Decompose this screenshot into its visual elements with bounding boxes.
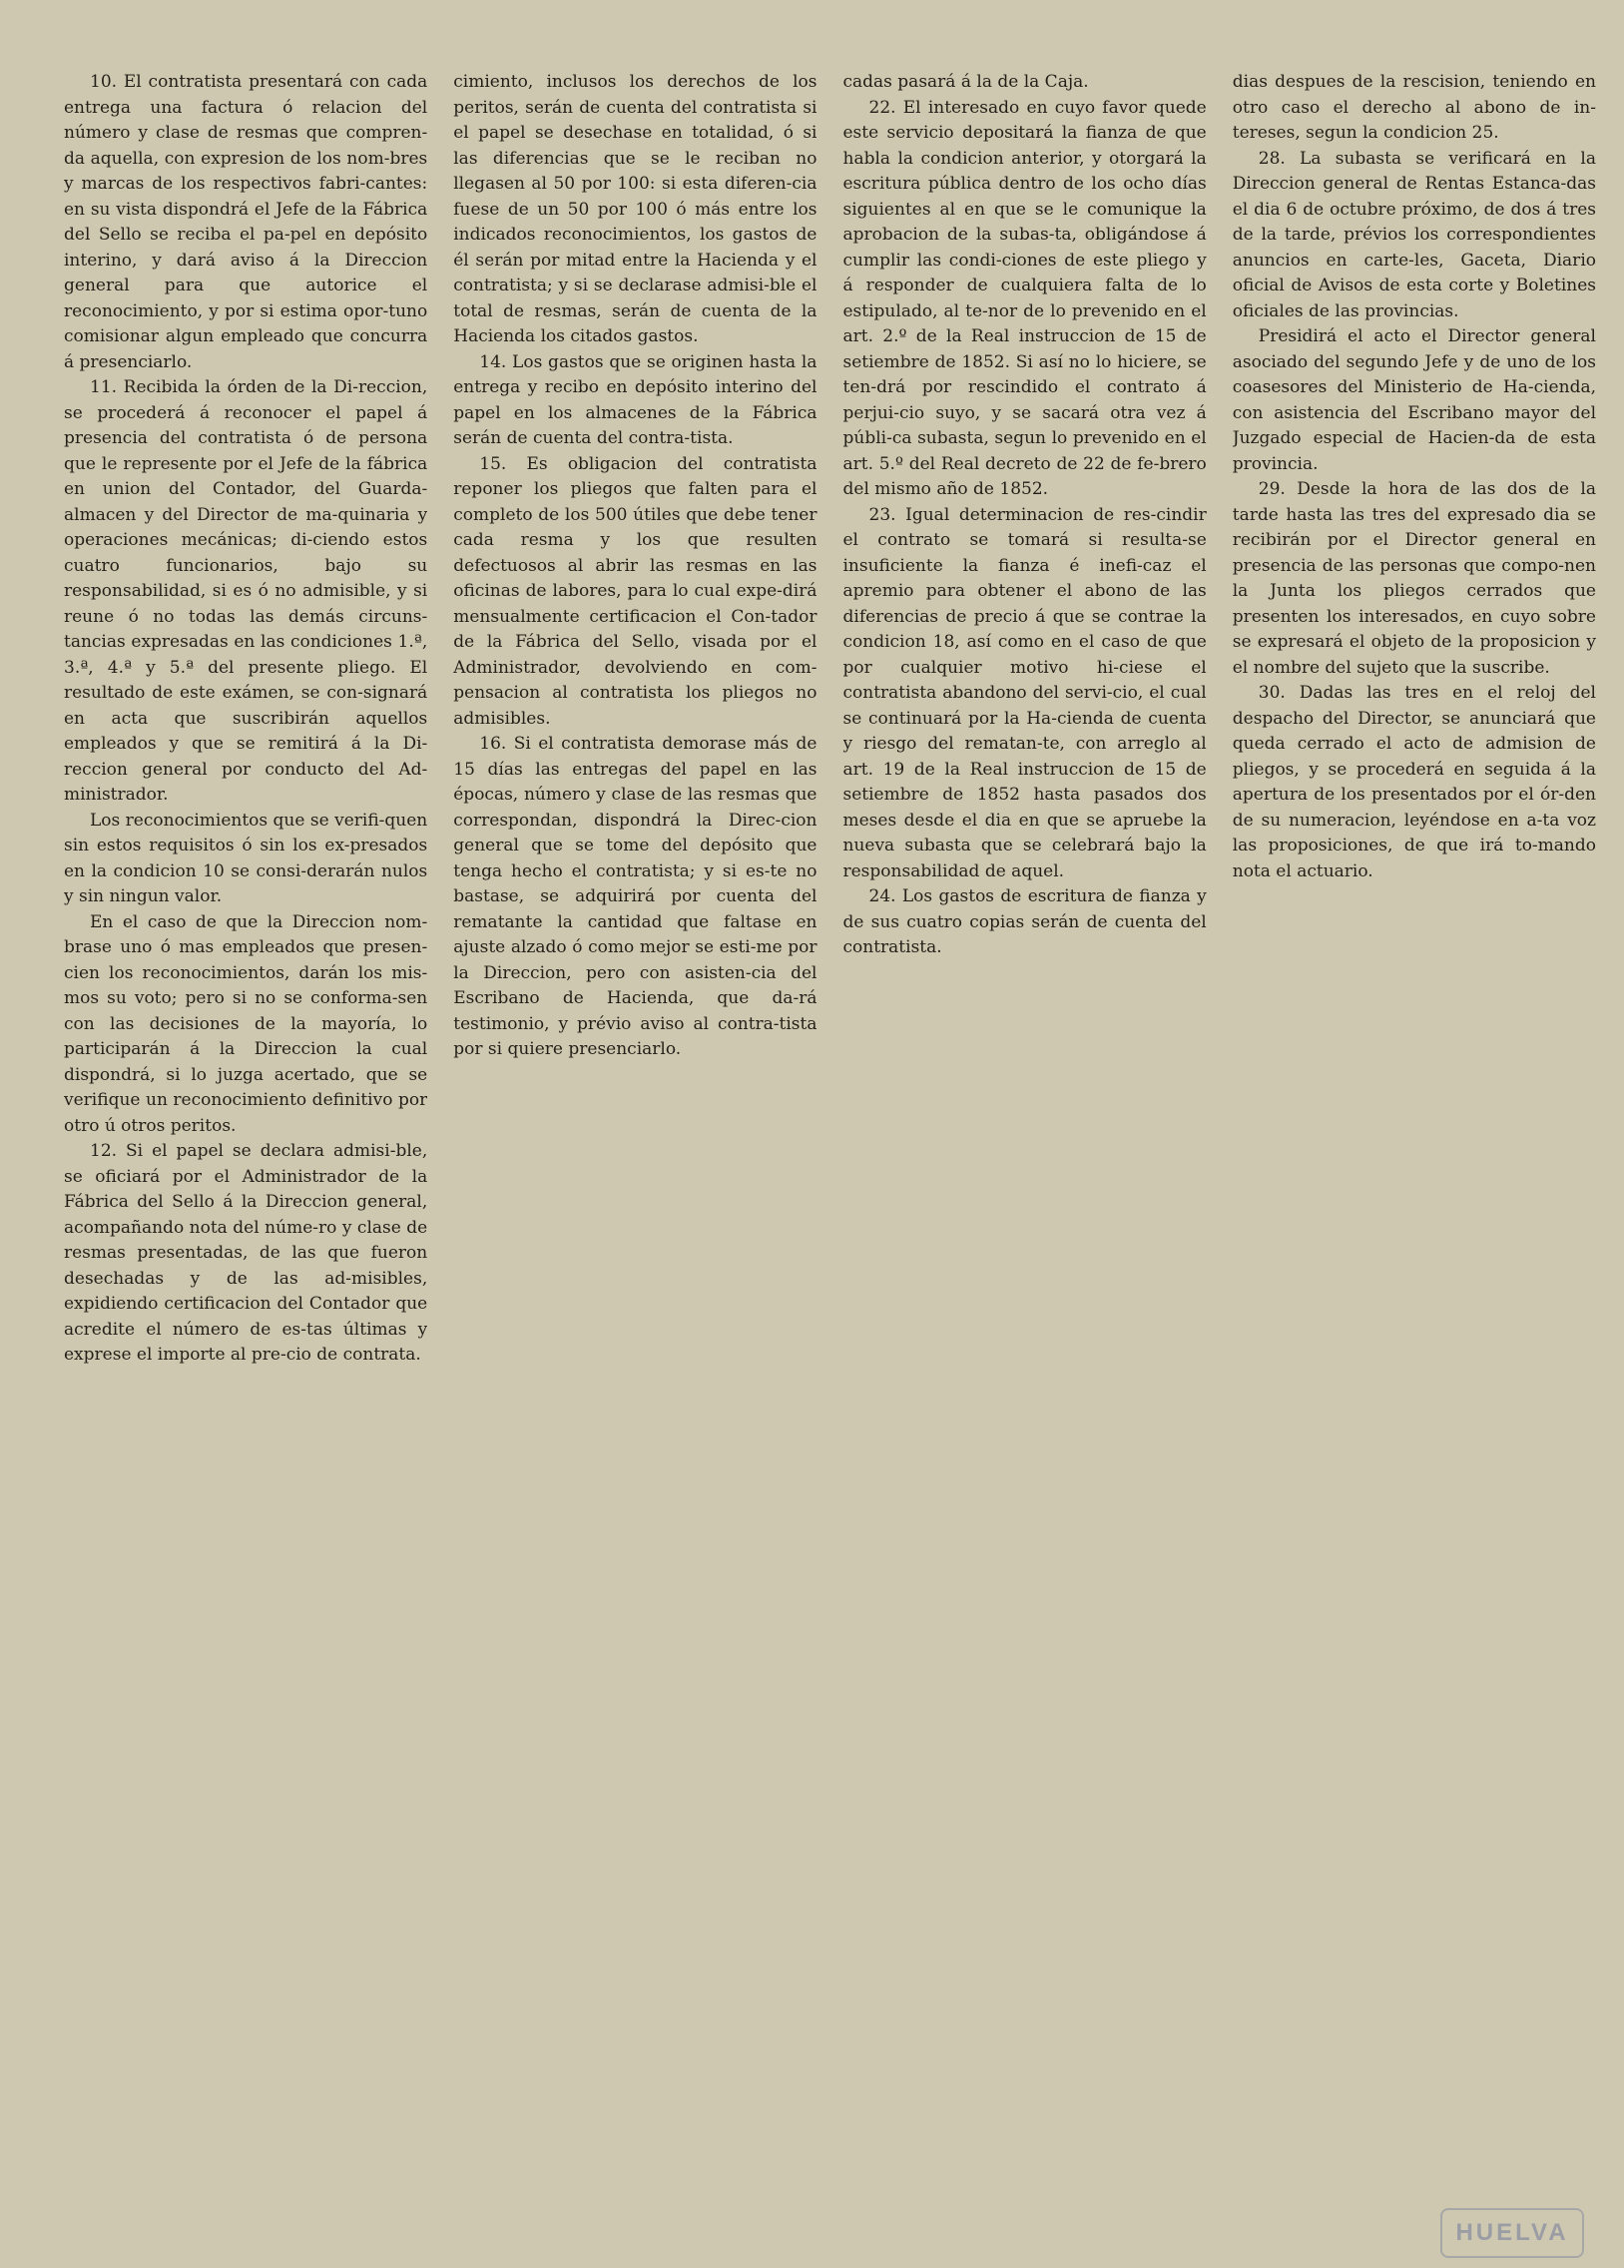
column-1 (64, 70, 427, 2228)
paragraph: 15. Es obligacion del contratista reponer los pliegos que falten para el completo de los 500 útiles que debe tener cada resma y los que resulten defectuosos al abrir las resmas en las oficinas de labores, para lo cual expe-dirá mensualmente certificacion el Con-tador de la Fábrica del Sello, visada por el Administrador, devolviendo en com-pensacion al contratista los pliegos no admisibles. (453, 453, 817, 729)
paragraph: 16. Si el contratista demorase más de 15 días las entregas del papel en las épocas, número y clase de las resmas que correspondan, dispondrá la Direc-cion general que se tome del depósito que tenga hecho el contratista; y si es-te no bastase, se adquirirá por cuenta del rematante la cantidad que faltase en ajuste alzado ó como mejor se esti-me por la Direccion, pero con asisten-cia del Escribano de Hacienda, que da-rá testimonio, y prévio aviso al contra-tista por si quiere presenciarlo. (453, 734, 817, 1059)
column-4 (1233, 70, 1596, 2228)
column-2 (453, 70, 816, 2228)
paragraph: 12. Si el papel se declara admisi-ble, se oficiará por el Administrador de la Fábrica del Sello á la Direccion general, acompañando nota del núme-ro y clase de resmas presentadas, de las que fueron desechadas y de las ad-misibles, expidiendo certificacion del Contador que acredite el número de es-tas últimas y exprese el importe al pre-cio de contrata. (64, 1141, 428, 1365)
paragraph: 30. Dadas las tres en el reloj del despacho del Director, se anunciará que queda cerrado el acto de admision de pliegos, y se procederá en seguida á la apertura de los presentados por el ór-den de su numeracion, leyéndose en a-ta voz las proposiciones, de que irá to-mando nota el actuario. (1232, 683, 1596, 881)
archive-stamp: HUELVA (1440, 2208, 1584, 2258)
paragraph: 23. Igual determinacion de res-cindir el contrato se tomará si resulta-se insuficiente la fianza é inefi-caz el apremio para obtener el abono de las diferencias de precio á que se contrae la condicion 18, así como en el caso de que por cualquier motivo hi-ciese el contratista abandono del servi-cio, el cual se continuará por la Ha-cienda de cuenta y riesgo del rematan-te, con arreglo al art. 19 de la Real instruccion de 15 de setiembre de 1852 hasta pasados dos meses desde el dia en que se apruebe la nueva subasta que se celebrará bajo la responsabilidad de aquel. (842, 504, 1207, 881)
paragraph: 10. El contratista presentará con cada entrega una factura ó relacion del número y clase de resmas que compren-da aquella, con expresion de los nom-bres y marcas de los respectivos fabri-cantes: en su vista dispondrá el Jefe de la Fábrica del Sello se reciba el pa-pel en depósito interino, y dará aviso á la Direccion general para que autorice el reconocimiento, y por si estima opor-tuno comisionar algun empleado que concurra á presenciarlo. (64, 72, 428, 372)
text-columns (64, 70, 1596, 2228)
paragraph: En el caso de que la Direccion nom-brase uno ó mas empleados que presen-cien los reconocimientos, darán los mis-mos su voto; pero si no se conforma-sen con las decisiones de la mayoría, lo participarán á la Direccion la cual dispondrá, si lo juzga acertado, que se verifique un reconocimiento definitivo por otro ú otros peritos. (64, 911, 428, 1136)
paragraph: 11. Recibida la órden de la Di-reccion, se procederá á reconocer el papel á presencia del contratista ó de persona que le represente por el Jefe de la fábrica en union del Contador, del Guarda-almacen y del Director de ma-quinaria y operaciones mecánicas; di-ciendo estos cuatro funcionarios, bajo su responsabilidad, si es ó no admisible, y si reune ó no todas las demás circuns-tancias expresadas en las condiciones 1.ª, 3.ª, 4.ª y 5.ª del presente pliego. El resultado de este exámen, se con-signará en acta que suscribirán aquellos empleados y que se remitirá á la Di-reccion general por conducto del Ad-ministrador. (64, 377, 428, 805)
paragraph: 22. El interesado en cuyo favor quede este servicio depositará la fianza de que habla la condicion anterior, y otorgará la escritura pública dentro de los ocho días siguientes al en que se le comunique la aprobacion de la subas-ta, obligándose á cumplir las condi-ciones de este pliego y á responder de cualquiera falta de lo estipulado, al te-nor de lo prevenido en el art. 2.º de la Real instruccion de 15 de setiembre de 1852. Si así no lo hiciere, se ten-drá por rescindido el contrato á perjui-cio suyo, y se sacará otra vez á públi-ca subasta, segun lo prevenido en el art. 5.º del Real decreto de 22 de fe-brero del mismo año de 1852. (842, 97, 1207, 499)
paragraph: Presidirá el acto el Director general asociado del segundo Jefe y de uno de los coasesores del Ministerio de Ha-cienda, con asistencia del Escribano mayor del Juzgado especial de Hacien-da de esta provincia. (1232, 326, 1596, 474)
paragraph: 29. Desde la hora de las dos de la tarde hasta las tres del expresado dia se recibirán por el Director general en presencia de las personas que compo-nen la Junta los pliegos cerrados que presenten los interesados, en cuyo sobre se expresará el objeto de la proposicion y el nombre del sujeto que la suscribe. (1232, 479, 1596, 678)
column-3 (843, 70, 1207, 2228)
paragraph: dias despues de la rescision, teniendo en otro caso el derecho al abono de in-tereses, segun la condicion 25. (1232, 72, 1596, 143)
paragraph: cadas pasará á la de la Caja. (842, 72, 1089, 92)
paragraph: 14. Los gastos que se originen hasta la entrega y recibo en depósito interino del papel en los almacenes de la Fábrica serán de cuenta del contra-tista. (453, 351, 817, 448)
paragraph: 24. Los gastos de escritura de fianza y de sus cuatro copias serán de cuenta del contratista. (842, 886, 1207, 957)
paragraph: 28. La subasta se verificará en la Direccion general de Rentas Estanca-das el dia 6 de octubre próximo, de dos á tres de la tarde, prévios los correspondientes anuncios en carte-les, Gaceta, Diario oficial de Avisos de esta corte y Boletines oficiales de las provincias. (1232, 148, 1596, 321)
paragraph: Los reconocimientos que se verifi-quen sin estos requisitos ó sin los ex-presados en la condicion 10 se consi-derarán nulos y sin ningun valor. (64, 810, 428, 906)
paragraph: cimiento, inclusos los derechos de los peritos, serán de cuenta del contratista si el papel se desechase en totalidad, ó si las diferencias que se le reciban no llegasen al 50 por 100: si esta diferen-cia fuese de un 50 por 100 ó más entre los indicados reconocimientos, los gastos de él serán por mitad entre la Hacienda y el contratista; y si se declarase admisi-ble el total de resmas, serán de cuenta de la Hacienda los citados gastos. (453, 72, 817, 346)
